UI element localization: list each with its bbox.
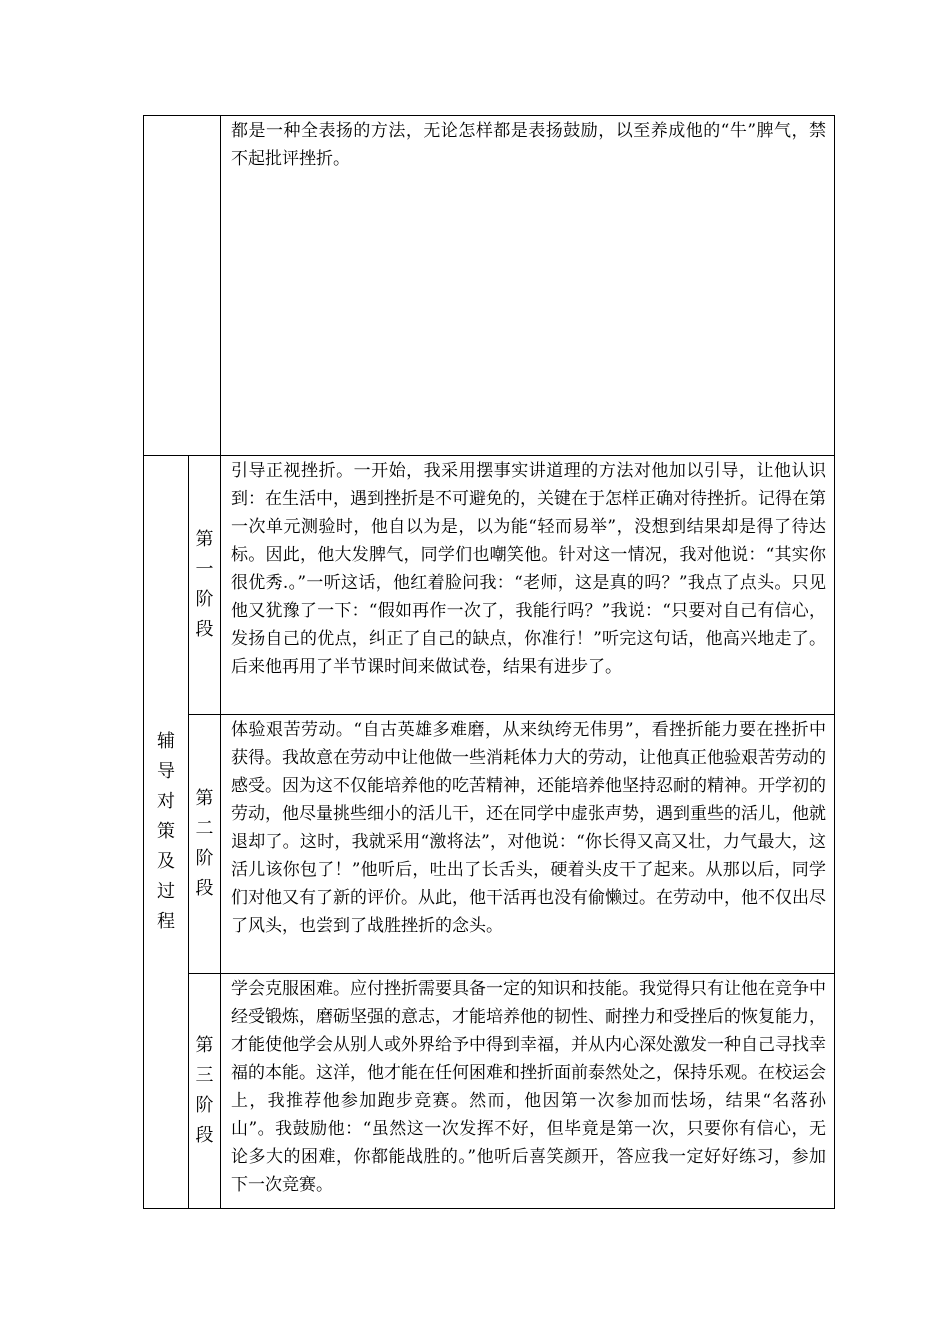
stage-1-text-cell	[221, 456, 835, 715]
stage-3-label: 第 三 阶 段	[195, 1035, 214, 1146]
top-text: 都是一种全表扬的方法，无论怎样都是表扬鼓励，以至养成他的“牛”脾气，禁不起批评挫折。	[231, 121, 826, 169]
stage-2-label: 第 二 阶 段	[195, 788, 214, 899]
top-text-cell	[221, 116, 835, 456]
top-left-empty-cell	[144, 116, 221, 456]
section-label: 辅 导 对 策 及 过 程	[157, 731, 175, 932]
top-row	[144, 116, 835, 456]
stage-row-2	[144, 715, 835, 974]
stage-1-label-cell	[189, 456, 221, 715]
stage-1-label: 第 一 阶 段	[195, 529, 214, 640]
stage-row-1	[144, 456, 835, 715]
guidance-table	[143, 115, 835, 1209]
stage-1-text: 引导正视挫折。一开始，我采用摆事实讲道理的方法对他加以引导，让他认识到：在生活中，遇到挫折是不可避免的，关键在于怎样正确对待挫折。记得在第一次单元测验时，他自以为是，以为能“轻而易举”，没想到结果却是得了待达标。因此，他大发脾气，同学们也嘲笑他。针对这一情况，我对他说：“其实你很优秀.。”一听这话，他红着脸问我：“老师，这是真的吗？”我点了点头。只见他又犹豫了一下：“假如再作一次了，我能行吗？”我说：“只要对自己有信心，发扬自己的优点，纠正了自己的缺点，你准行！”听完这句话，他高兴地走了。后来他再用了半节课时间来做试卷，结果有进步了。	[231, 461, 826, 677]
stage-3-label-cell	[189, 974, 221, 1209]
stage-2-label-cell	[189, 715, 221, 974]
stage-row-3	[144, 974, 835, 1209]
stage-2-text: 体验艰苦劳动。“自古英雄多难磨，从来纨绔无伟男”，看挫折能力要在挫折中获得。我故意在劳动中让他做一些消耗体力大的劳动，让他真正他验艰苦劳动的感受。因为这不仅能培养他的吃苦精神，还能培养他坚持忍耐的精神。开学初的劳动，他尽量挑些细小的活儿干，还在同学中虚张声势，遇到重些的活儿，他就退却了。这时，我就采用“激将法”，对他说：“你长得又高又壮，力气最大，这活儿该你包了！”他听后，吐出了长舌头，硬着头皮干了起来。从那以后，同学们对他又有了新的评价。从此，他干活再也没有偷懒过。在劳动中，他不仅出尽了风头，也尝到了战胜挫折的念头。	[231, 720, 826, 936]
stage-2-text-cell	[221, 715, 835, 974]
stage-3-text-cell	[221, 974, 835, 1209]
section-label-cell	[144, 456, 189, 1209]
stage-3-text: 学会克服困难。应付挫折需要具备一定的知识和技能。我觉得只有让他在竞争中经受锻炼，磨砺坚强的意志，才能培养他的韧性、耐挫力和受挫后的恢复能力，才能使他学会从别人或外界给予中得到幸福，并从内心深处激发一种自己寻找幸福的本能。这洋，他才能在任何困难和挫折面前泰然处之，保持乐观。在校运会上，我推荐他参加跑步竞赛。然而，他因第一次参加而怯场，结果“名落孙山”。我鼓励他：“虽然这一次发挥不好，但毕竟是第一次，只要你有信心，无论多大的困难，你都能战胜的。”他听后喜笑颜开，答应我一定好好练习，参加下一次竞赛。	[231, 979, 826, 1195]
